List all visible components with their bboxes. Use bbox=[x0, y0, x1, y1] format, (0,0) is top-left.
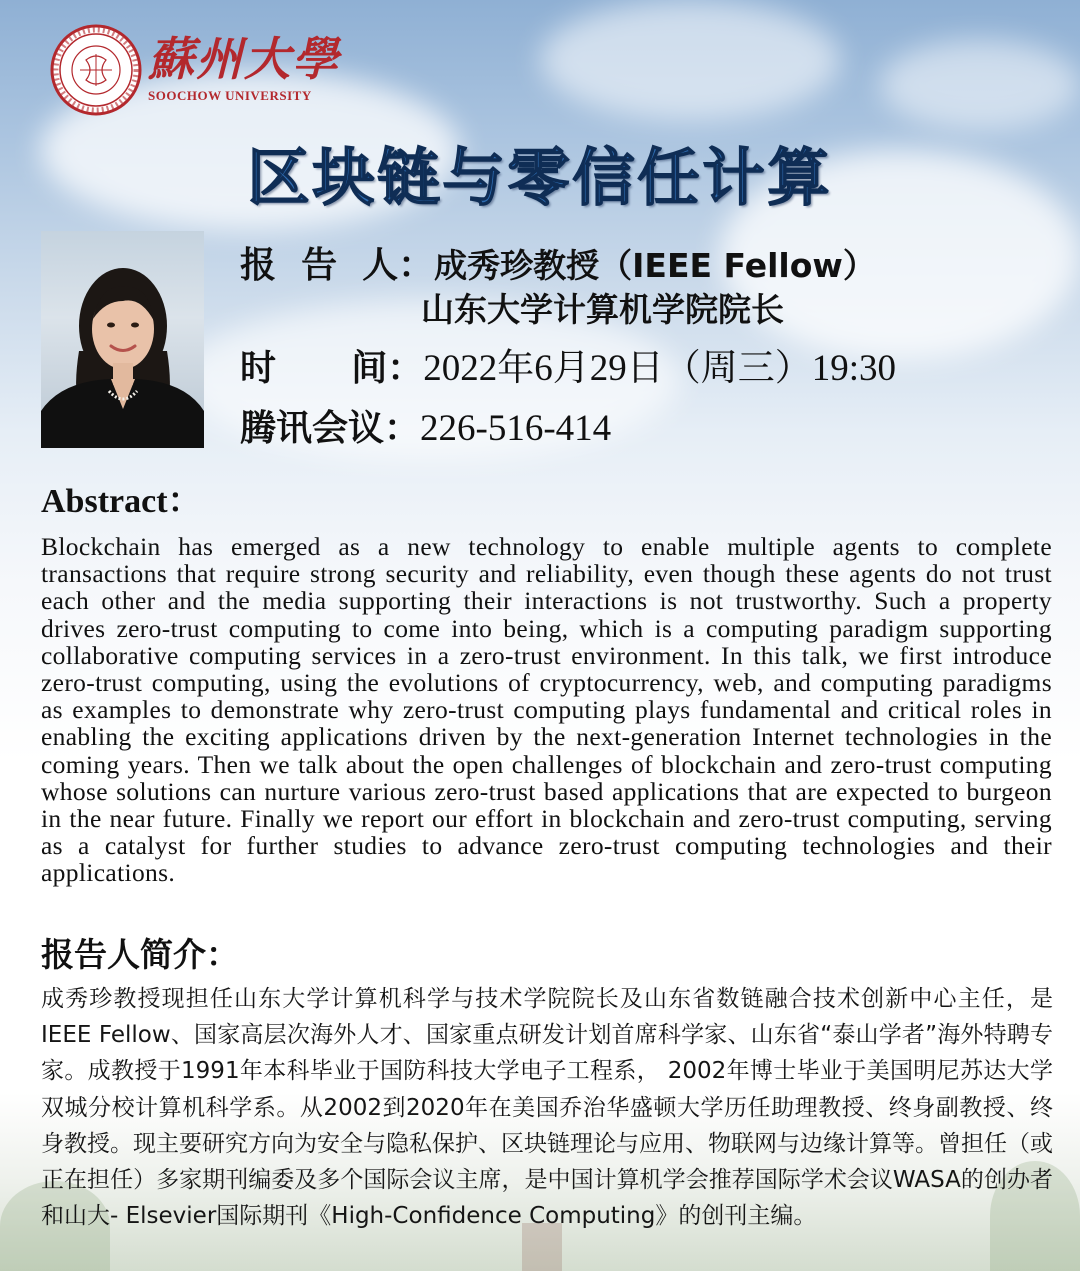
speaker-position: 山东大学计算机学院院长 bbox=[421, 290, 784, 329]
meeting-row bbox=[240, 406, 611, 451]
speaker-label: 报 告 人： bbox=[240, 245, 435, 286]
time-value: 2022年6月29日（周三）19:30 bbox=[423, 348, 896, 389]
time-label: 时 间： bbox=[240, 348, 424, 389]
meeting-label: 腾讯会议： bbox=[240, 408, 421, 449]
speaker-row bbox=[240, 243, 876, 288]
abstract-body: Blockchain has emerged as a new technology to enable multiple agents to complete transactions that require strong security and reliability, even though these agents do not trust each other and the media supporting their interactions is not trustworthy. Such a property drives zero-trust computing to come into being, which is a computing paradigm supporting collaborative computing services in a zero-trust environment. In this talk, we first introduce zero-trust computing, using the evolutions of cryptocurrency, web, and computing paradigms as examples to demonstrate why zero-trust computing plays fundamental and critical roles in enabling the exciting applications driven by the next-generation Internet technologies in the coming years. Then we talk about the open challenges of blockchain and zero-trust computing whose solutions can nurture various zero-trust based applications that are expected to burgeon in the near future. Finally we report our effort in blockchain and zero-trust computing, serving as a catalyst for further studies to advance zero-trust computing technologies and their applications. bbox=[41, 532, 1052, 888]
bio-heading: 报告人简介： bbox=[41, 935, 239, 974]
poster-title: 区块链与零信任计算 bbox=[247, 141, 833, 214]
time-row bbox=[240, 346, 896, 391]
abstract-heading: Abstract： bbox=[41, 483, 202, 520]
meeting-id[interactable]: 226-516-414 bbox=[420, 408, 612, 449]
speaker-portrait bbox=[41, 231, 204, 448]
cloud-decoration bbox=[880, 40, 1080, 130]
university-name-cn: 蘇州大學 bbox=[148, 32, 340, 86]
university-brand bbox=[148, 32, 340, 104]
bio-body: 成秀珍教授现担任山东大学计算机科学与技术学院院长及山东省数链融合技术创新中心主任，是IEEE Fellow、国家高层次海外人才、国家重点研发计划首席科学家、山东省“泰山学者”海外特聘专家。成教授于1991年本科毕业于国防科技大学电子工程系， 2002年博士毕业于美国明尼苏达大学双城分校计算机科学系。从2002到2020年在美国乔治华盛顿大学历任助理教授、终身副教授、终身教授。现主要研究方向为安全与隐私保护、区块链理论与应用、物联网与边缘计算等。曾担任（或正在担任）多家期刊编委及多个国际会议主席，是中国计算机学会推荐国际学术会议WASA的创办者和山大- Elsevier国际期刊《High-Confidence Computing》的创刊主编。 bbox=[41, 986, 1053, 1230]
speaker-position-row bbox=[421, 287, 784, 332]
university-name-en: SOOCHOW UNIVERSITY bbox=[148, 88, 312, 103]
speaker-name: 成秀珍教授（IEEE Fellow） bbox=[434, 246, 876, 285]
cloud-decoration bbox=[540, 0, 840, 120]
university-seal-logo bbox=[50, 24, 142, 116]
